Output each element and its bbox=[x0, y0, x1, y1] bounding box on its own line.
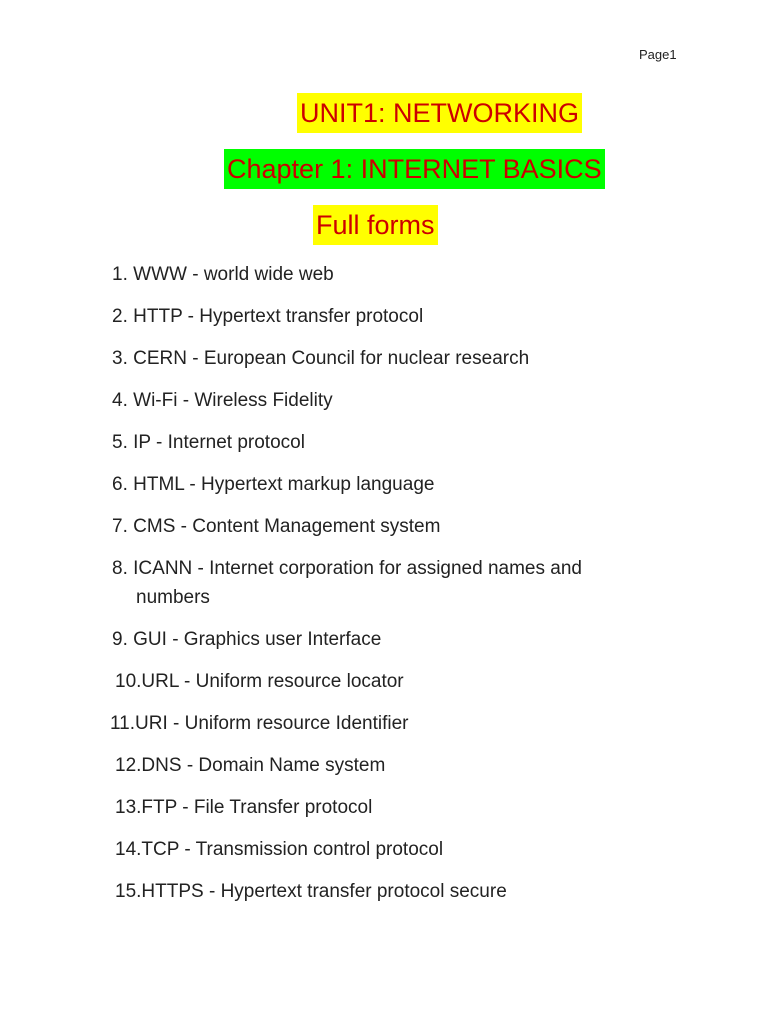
item-number: 10. bbox=[115, 671, 142, 692]
item-text-continuation: numbers bbox=[136, 587, 210, 608]
unit-heading: UNIT1: NETWORKING bbox=[297, 93, 582, 133]
item-text: IP - Internet protocol bbox=[133, 432, 305, 453]
list-item bbox=[115, 835, 635, 864]
item-text: Wi-Fi - Wireless Fidelity bbox=[133, 390, 333, 411]
list-item bbox=[110, 709, 630, 738]
item-number: 11. bbox=[110, 713, 136, 734]
item-number: 9. bbox=[112, 629, 128, 650]
list-item bbox=[115, 877, 635, 906]
item-number: 8. bbox=[112, 558, 128, 579]
list-item bbox=[115, 793, 635, 822]
item-text: ICANN - Internet corporation for assigned names and bbox=[133, 558, 582, 579]
item-number: 5. bbox=[112, 432, 128, 453]
list-item bbox=[112, 344, 632, 373]
item-number: 3. bbox=[112, 348, 128, 369]
item-text: GUI - Graphics user Interface bbox=[133, 629, 382, 650]
item-text: DNS - Domain Name system bbox=[141, 755, 386, 776]
list-item bbox=[115, 751, 635, 780]
item-text: TCP - Transmission control protocol bbox=[141, 839, 444, 860]
item-text: URI - Uniform resource Identifier bbox=[135, 713, 409, 734]
list-item bbox=[112, 470, 632, 499]
item-text: HTTPS - Hypertext transfer protocol secure bbox=[141, 881, 507, 902]
item-number: 13. bbox=[115, 797, 142, 818]
list-item bbox=[112, 302, 632, 331]
list-item bbox=[112, 260, 632, 289]
item-text: CMS - Content Management system bbox=[133, 516, 441, 537]
item-text: WWW - world wide web bbox=[133, 264, 334, 285]
list-item bbox=[115, 667, 635, 696]
item-number: 15. bbox=[115, 881, 142, 902]
item-number: 4. bbox=[112, 390, 128, 411]
item-number: 14. bbox=[115, 839, 142, 860]
item-number: 1. bbox=[112, 264, 128, 285]
page-number: Page1 bbox=[639, 47, 677, 62]
item-text: URL - Uniform resource locator bbox=[141, 671, 404, 692]
chapter-heading: Chapter 1: INTERNET BASICS bbox=[224, 149, 605, 189]
item-text: CERN - European Council for nuclear research bbox=[133, 348, 530, 369]
item-number: 12. bbox=[115, 755, 142, 776]
item-number: 2. bbox=[112, 306, 128, 327]
list-item bbox=[112, 386, 632, 415]
list-item bbox=[112, 512, 632, 541]
list-item bbox=[112, 428, 632, 457]
section-heading: Full forms bbox=[313, 205, 438, 245]
item-text: HTTP - Hypertext transfer protocol bbox=[133, 306, 424, 327]
item-text: FTP - File Transfer protocol bbox=[141, 797, 373, 818]
item-number: 6. bbox=[112, 474, 128, 495]
item-number: 7. bbox=[112, 516, 128, 537]
list-item bbox=[112, 554, 632, 583]
list-item-continuation bbox=[136, 583, 656, 612]
item-text: HTML - Hypertext markup language bbox=[133, 474, 435, 495]
list-item bbox=[112, 625, 632, 654]
